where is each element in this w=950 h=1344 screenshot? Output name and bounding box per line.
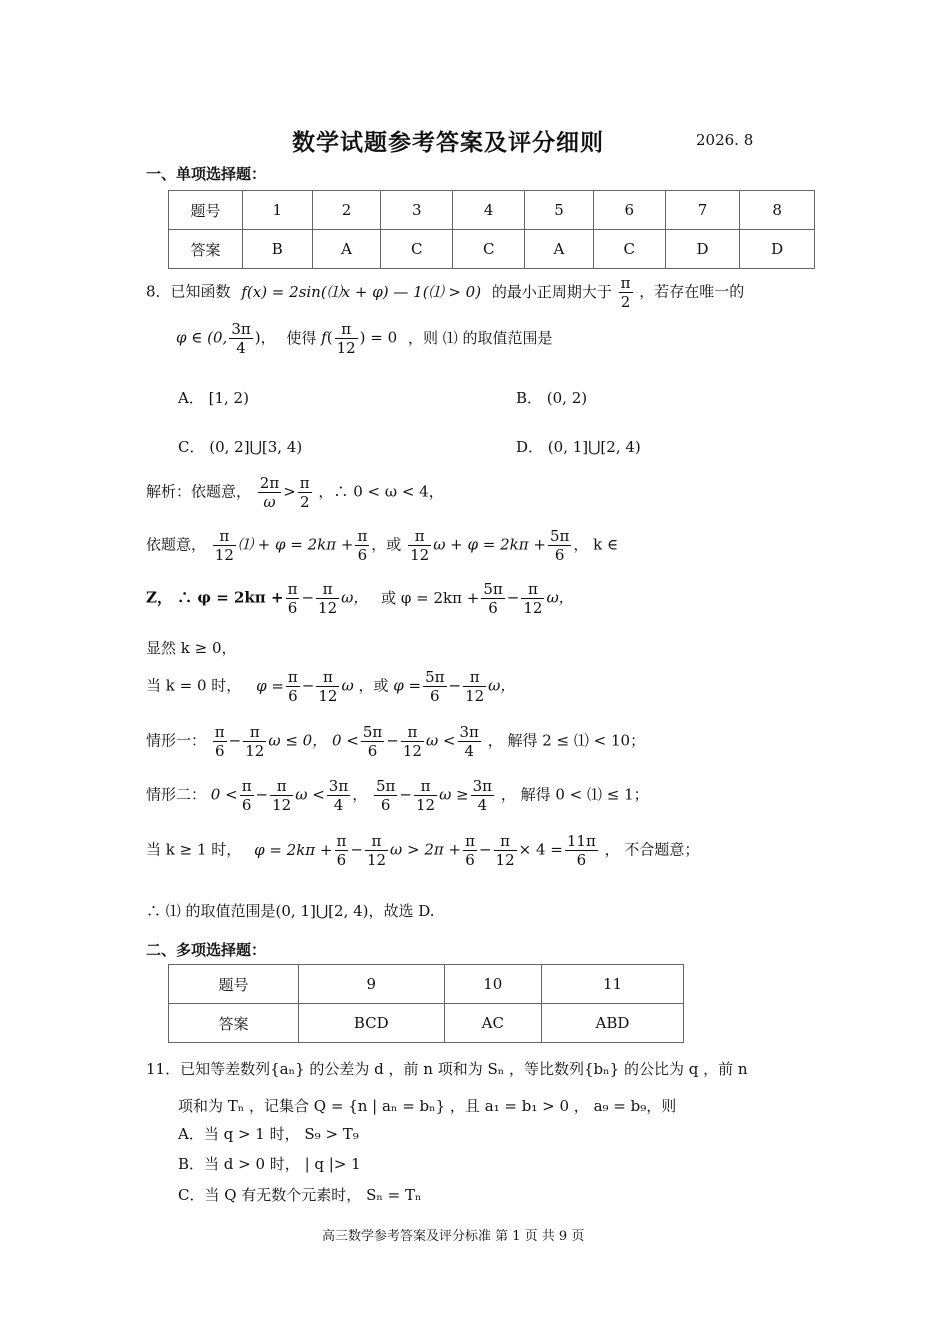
solution-line-2 — [146, 527, 618, 564]
math-text: − — [255, 785, 269, 804]
table-cell: 2 — [312, 191, 381, 230]
fraction: $\frac{\pi}{12}$ — [402, 723, 422, 760]
row-label: 题号 — [169, 191, 243, 230]
table-cell: AC — [444, 1004, 541, 1043]
math-text: ， k ∈ — [573, 535, 619, 554]
math-text: φ = 2kπ + — [254, 840, 333, 859]
math-text: ω > 2π + — [390, 840, 462, 859]
math-text: ω < — [425, 731, 456, 750]
fraction: $\frac{\pi}{12}$ — [410, 527, 430, 564]
math-text: − — [350, 840, 363, 859]
math-text: ， 解得 0 < ⑴ ≤ 1； — [500, 785, 649, 804]
math-text: ω， — [546, 588, 574, 607]
table-cell: 1 — [243, 191, 313, 230]
table-row — [169, 1004, 684, 1043]
fraction: $\frac{\pi}{12}$ — [318, 668, 338, 705]
fraction: $\frac{\pi}{2}$ — [620, 274, 631, 311]
table-cell: 6 — [593, 191, 665, 230]
table-cell: A — [312, 230, 381, 269]
q11-option-c: C．当 Q 有无数个元素时， Sₙ = Tₙ — [178, 1186, 422, 1204]
fraction: $\frac{\pi}{12}$ — [366, 832, 387, 869]
math-text: ，∴ 0 < ω < 4， — [318, 482, 444, 501]
fraction: $\frac{11\pi}{6}$ — [566, 832, 596, 869]
option-a: A． [1, 2) — [178, 389, 249, 407]
math-text: − — [478, 840, 492, 859]
phi-range: φ ∈ (0, — [176, 328, 228, 347]
table-cell: ABD — [541, 1004, 683, 1043]
table-cell: C — [453, 230, 525, 269]
option-b: B． (0, 2) — [516, 389, 588, 407]
solution-line-3 — [146, 580, 574, 617]
solution-line-6 — [146, 723, 645, 760]
fraction: $\frac{\pi}{12}$ — [318, 580, 338, 617]
fraction: $\frac{5\pi}{6}$ — [375, 777, 396, 814]
table-cell: 7 — [665, 191, 740, 230]
page-footer: 高三数学参考答案及评分标准 第 1 页 共 9 页 — [322, 1229, 585, 1244]
section-2-heading: 二、多项选择题： — [146, 941, 267, 959]
fraction: $\frac{5\pi}{6}$ — [483, 580, 503, 617]
math-text: − — [506, 588, 520, 607]
fraction: $\frac{\pi}{6}$ — [336, 832, 347, 869]
math-text: ω ≤ 0， 0 < — [268, 731, 359, 750]
q8-text-tail: ，若存在唯一的 — [639, 282, 745, 301]
math-text: ) = 0 — [359, 328, 398, 347]
math-text: − — [448, 676, 462, 695]
math-text: ， 不合题意； — [604, 840, 700, 859]
solution-line-8 — [146, 832, 699, 869]
math-text: 或 φ = 2kπ + — [381, 588, 480, 607]
fraction: $\frac{5\pi}{6}$ — [362, 723, 383, 760]
exam-date: 2026. 8 — [696, 131, 754, 149]
table-cell: B — [243, 230, 313, 269]
math-text: φ = — [256, 676, 284, 695]
math-text: − — [301, 588, 315, 607]
solution-label: 情形一： — [146, 731, 207, 750]
table-row — [169, 965, 684, 1004]
solution-line-5 — [146, 668, 515, 705]
table-cell: 5 — [525, 191, 594, 230]
answer-table-2 — [168, 964, 684, 1043]
math-text: φ = — [393, 676, 422, 695]
option-c: C． (0, 2]⋃[3, 4) — [178, 438, 303, 456]
fraction: $\frac{\pi}{2}$ — [299, 474, 310, 511]
q11-line-1: 11．已知等差数列{aₙ} 的公差为 d ，前 n 项和为 Sₙ ，等比数列{bₙ} 的公比为 q ，前 n — [146, 1060, 748, 1078]
table-cell: 4 — [453, 191, 525, 230]
q11-option-a: A．当 q > 1 时， S₉ > T₉ — [178, 1125, 359, 1143]
fraction: $\frac{5\pi}{6}$ — [549, 527, 570, 564]
fraction: $\frac{3\pi}{4}$ — [459, 723, 479, 760]
math-text: ⑴ + φ = 2kπ + — [237, 535, 354, 554]
fraction: $\frac{\pi}{12}$ — [415, 777, 436, 814]
q8-text: 的最小正周期大于 — [491, 282, 612, 301]
q8-text: ，则 ⑴ 的取值范围是 — [407, 328, 553, 347]
fraction: $\frac{3\pi}{4}$ — [472, 777, 493, 814]
table-cell: C — [593, 230, 665, 269]
math-text: ，或 — [371, 535, 402, 554]
solution-label: 解析：依题意， — [146, 482, 252, 501]
math-text: ω + φ = 2kπ + — [433, 535, 546, 554]
math-text: − — [399, 785, 412, 804]
fraction: $\frac{3\pi}{4}$ — [231, 320, 251, 357]
fraction: $\frac{\pi}{6}$ — [214, 723, 225, 760]
table-cell: 10 — [444, 965, 541, 1004]
solution-line-4: 显然 k ≥ 0， — [146, 639, 237, 657]
math-text: 0 < — [210, 785, 238, 804]
solution-line-1 — [146, 474, 444, 511]
q8-function: f(x) = 2sin(⑴x + φ) — 1(⑴ > 0) — [241, 282, 482, 301]
fraction: $\frac{5\pi}{6}$ — [425, 668, 445, 705]
math-text: f — [321, 328, 327, 347]
section-1-heading: 一、单项选择题： — [146, 165, 267, 183]
fraction: $\frac{\pi}{12}$ — [336, 320, 356, 357]
math-text: ω， — [341, 588, 369, 607]
q11-line-2: 项和为 Tₙ ，记集合 Q = {n | aₙ = bₙ} ，且 a₁ = b₁ > 0 ， a₉ = b₉，则 — [178, 1097, 677, 1115]
math-text: > — [283, 482, 296, 501]
table-cell: A — [525, 230, 594, 269]
fraction: $\frac{\pi}{12}$ — [272, 777, 292, 814]
fraction: $\frac{\pi}{12}$ — [465, 668, 485, 705]
page-title: 数学试题参考答案及评分细则 — [292, 129, 604, 156]
solution-conclusion: ∴ ⑴ 的取值范围是(0, 1]⋃[2, 4)，故选 D. — [146, 902, 435, 920]
math-text: − — [386, 731, 399, 750]
q8-number: 8．已知函数 — [146, 282, 231, 301]
table-cell: 3 — [381, 191, 453, 230]
table-cell: 11 — [541, 965, 683, 1004]
fraction: $\frac{\pi}{6}$ — [465, 832, 475, 869]
fraction: $\frac{\pi}{12}$ — [523, 580, 543, 617]
table-cell: D — [665, 230, 740, 269]
fraction: $\frac{\pi}{12}$ — [214, 527, 234, 564]
table-row — [169, 191, 815, 230]
table-row — [169, 230, 815, 269]
solution-label: 依题意， — [146, 535, 207, 554]
fraction: $\frac{\pi}{6}$ — [241, 777, 252, 814]
table-cell: C — [381, 230, 453, 269]
math-text: ω， — [488, 676, 516, 695]
math-text: ω — [341, 676, 354, 695]
q8-text: 使得 — [286, 328, 317, 347]
math-text: ω ≥ — [439, 785, 469, 804]
fraction: $\frac{2\pi}{\omega}$ — [259, 474, 280, 511]
solution-label: 当 k ≥ 1 时， — [146, 840, 242, 859]
answer-table-1 — [168, 190, 815, 269]
solution-label: 当 k = 0 时， — [146, 676, 242, 695]
fraction: $\frac{\pi}{6}$ — [287, 668, 298, 705]
row-label: 答案 — [169, 1004, 299, 1043]
q8-line-1 — [146, 274, 744, 311]
math-text: − — [228, 731, 242, 750]
fraction: $\frac{\pi}{12}$ — [495, 832, 515, 869]
math-text: − — [301, 676, 315, 695]
table-cell: 8 — [740, 191, 815, 230]
math-text: Z， ∴ φ = 2kπ + — [146, 588, 284, 607]
q11-option-b: B．当 d > 0 时， | q |> 1 — [178, 1155, 361, 1173]
row-label: 题号 — [169, 965, 299, 1004]
solution-line-7: 情形二： 0 < $\frac{\pi}{6}$ − $\frac{\pi}{12}$ ω < $\frac{3\pi}{4}$ ， $\frac{5\pi}{6}$ − $\frac{\pi}{12}$ ω ≥ $\frac{3\pi}{4}$ ， 解得 0 < ⑴ ≤ 1； — [146, 777, 649, 814]
math-text: ，或 — [358, 676, 389, 695]
solution-label: 情形二： — [146, 785, 207, 804]
fraction: $\frac{\pi}{6}$ — [287, 580, 298, 617]
table-cell: BCD — [299, 1004, 445, 1043]
math-text: ω < — [295, 785, 325, 804]
q8-line-2: φ ∈ (0, $\frac{3\pi}{4}$ )， 使得 f( $\frac{\pi}{12}$ ) = 0 ，则 ⑴ 的取值范围是 — [176, 320, 553, 357]
fraction: $\frac{3\pi}{4}$ — [328, 777, 349, 814]
table-cell: D — [740, 230, 815, 269]
option-d: D． (0, 1]⋃[2, 4) — [516, 438, 641, 456]
math-text: × 4 = — [518, 840, 563, 859]
math-text: ， 解得 2 ≤ ⑴ < 10； — [487, 731, 646, 750]
table-cell: 9 — [299, 965, 445, 1004]
math-text: )， — [254, 328, 276, 347]
fraction: $\frac{\pi}{6}$ — [357, 527, 368, 564]
fraction: $\frac{\pi}{12}$ — [245, 723, 265, 760]
row-label: 答案 — [169, 230, 243, 269]
